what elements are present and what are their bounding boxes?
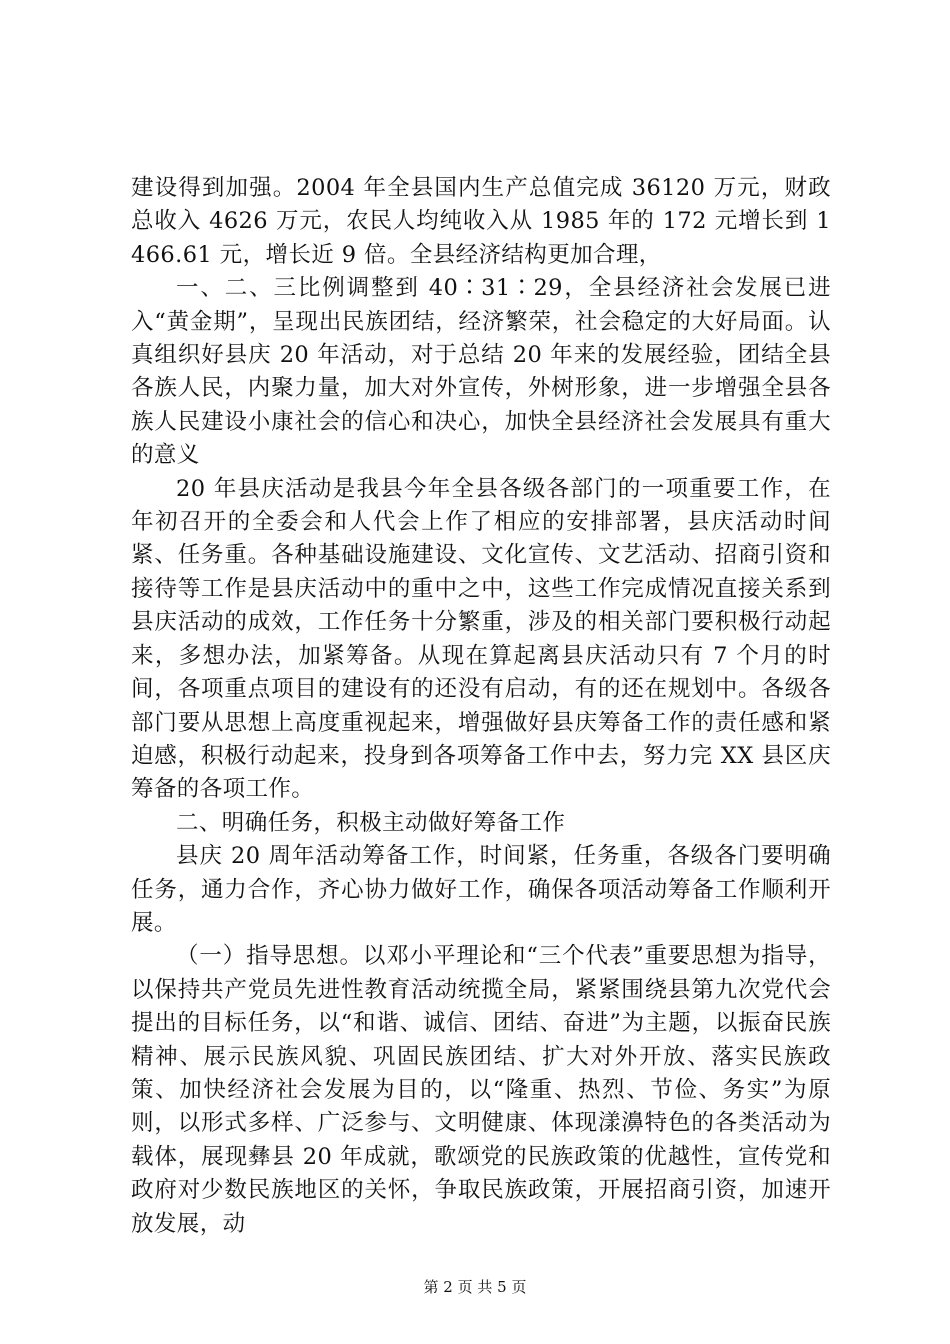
paragraph-3: 20 年县庆活动是我县今年全县各级各部门的一项重要工作，在年初召开的全委会和人代会上作了相应的安排部署，县庆活动时间紧、任务重。各种基础设施建设、文化宣传、文艺活动、招商引资和接待等工作是县庆活动中的重中之中，这些工作完成情况直接关系到县庆活动的成效，工作任务十分繁重，涉及的相关部门要积极行动起来，多想办法，加紧筹备。从现在算起离县庆活动只有 7 个月的时间，各项重点项目的建设有的还没有启动，有的还在规划中。各级各部门要从思想上高度重视起来，增强做好县庆筹备工作的责任感和紧迫感，积极行动起来，投身到各项筹备工作中去，努力完 XX 县区庆筹备的各项工作。: [131, 475, 831, 803]
paragraph-2: 一、二、三比例调整到 40∶31∶29，全县经济社会发展已进入“黄金期”，呈现出民族团结，经济繁荣，社会稳定的大好局面。认真组织好县庆 20 年活动，对于总结 20 年来的发展经验，团结全县各族人民，内聚力量，加大对外宣传，外树形象，进一步增强全县各族人民建设小康社会的信心和决心，加快全县经济社会发展具有重大的意义: [131, 275, 831, 469]
page-number-footer: 第 2 页 共 5 页: [423, 1278, 527, 1296]
paragraph-1: 建设得到加强。2004 年全县国内生产总值完成 36120 万元，财政总收入 4626 万元，农民人均纯收入从 1985 年的 172 元增长到 1466.61 元，增长近 9 倍。全县经济结构更加合理，: [131, 175, 831, 268]
document-body: [131, 172, 831, 1241]
paragraph-5: 县庆 20 周年活动筹备工作，时间紧，任务重，各级各门要明确任务，通力合作，齐心协力做好工作，确保各项活动筹备工作顺利开展。: [131, 843, 831, 936]
section-heading: 二、明确任务，积极主动做好筹备工作: [176, 809, 566, 836]
paragraph-6: （一）指导思想。以邓小平理论和“三个代表”重要思想为指导，以保持共产党员先进性教育活动统揽全局，紧紧围绕县第九次党代会提出的目标任务，以“和谐、诚信、团结、奋进”为主题，以振奋民族精神、展示民族风貌、巩固民族团结、扩大对外开放、落实民族政策、加快经济社会发展为目的，以“隆重、热烈、节俭、务实”为原则，以形式多样、广泛参与、文明健康、体现漾濞特色的各类活动为载体，展现彝县 20 年成就，歌颂党的民族政策的优越性，宣传党和政府对少数民族地区的关怀，争取民族政策，开展招商引资，加速开放发展，动: [131, 943, 831, 1237]
